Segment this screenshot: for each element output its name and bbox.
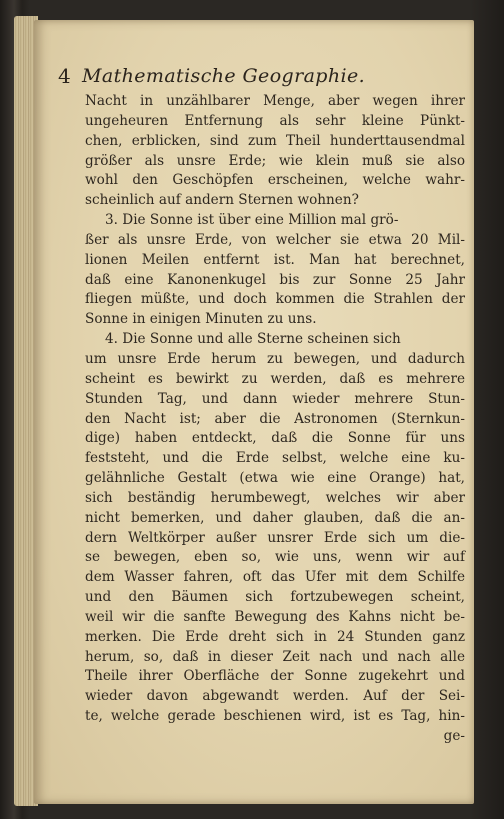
text-line: dern Weltkörper außer unsrer Erde sich um die-: [85, 529, 465, 546]
text-line: Stunden Tag, und dann wieder mehrere Stun-: [85, 390, 465, 407]
page-number: 4: [58, 64, 71, 88]
text-line: Sonne in einigen Minuten zu uns.: [85, 311, 317, 328]
text-line: se bewegen, eben so, wie uns, wenn wir auf: [85, 549, 465, 566]
text-line: nicht bemerken, und daher glauben, daß die an-: [85, 509, 465, 526]
text-line: te, welche gerade beschienen wird, ist es Tag, hin-: [85, 708, 465, 725]
text-line: 4. Die Sonne und alle Sterne scheinen sich: [105, 331, 401, 348]
text-line: wohl den Geschöpfen erscheinen, welche wahr-: [85, 172, 465, 189]
text-line: ge-: [443, 728, 465, 744]
text-line: daß eine Kanonenkugel bis zur Sonne 25 Jahr: [85, 271, 465, 288]
text-line: merken. Die Erde dreht sich in 24 Stunden ganz: [85, 628, 465, 645]
text-line: Nacht in unzählbarer Menge, aber wegen ihrer: [85, 93, 465, 109]
text-line: lionen Meilen entfernt ist. Man hat berechnet,: [85, 251, 465, 268]
text-line: ungeheuren Entfernung als sehr kleine Pünkt-: [85, 112, 465, 129]
text-line: feststeht, und die Erde selbst, welche eine ku-: [85, 450, 465, 467]
text-line: wieder davon abgewandt werden. Auf der Sei-: [85, 688, 465, 705]
text-line: scheint es bewirkt zu werden, daß es mehrere: [85, 370, 465, 387]
text-line: weil wir die sanfte Bewegung des Kahns nicht be-: [85, 608, 465, 625]
text-line: den Nacht ist; aber die Astronomen (Sternkun-: [85, 410, 465, 427]
text-line: und den Bäumen sich fortzubewegen scheint,: [85, 589, 465, 606]
text-line: 3. Die Sonne ist über eine Million mal grö-: [105, 212, 399, 229]
text-line: chen, erblicken, sind zum Theil hunderttausendmal: [85, 132, 465, 149]
page-header: [58, 64, 388, 94]
text-line: um unsre Erde herum zu bewegen, und dadurch: [85, 350, 465, 367]
running-title: Mathematische Geographie.: [82, 65, 366, 87]
body-text: [85, 92, 465, 747]
text-line: gelähnliche Gestalt (etwa wie eine Orange) hat,: [85, 470, 465, 487]
text-line: herum, so, daß in dieser Zeit nach und nach alle: [85, 648, 465, 665]
text-line: sich beständig herumbewegt, welches wir aber: [85, 489, 465, 506]
text-line: fliegen müßte, und doch kommen die Strahlen der: [85, 291, 465, 308]
text-line: ßer als unsre Erde, von welcher sie etwa 20 Mil-: [85, 231, 465, 248]
text-line: dige) haben entdeckt, daß die Sonne für uns: [85, 430, 465, 447]
text-line: Theile ihrer Oberfläche der Sonne zugekehrt und: [85, 668, 465, 685]
text-line: scheinlich auf andern Sternen wohnen?: [85, 192, 359, 209]
text-line: größer als unsre Erde; wie klein muß sie also: [85, 152, 465, 169]
text-line: dem Wasser fahren, oft das Ufer mit dem Schilfe: [85, 569, 465, 586]
